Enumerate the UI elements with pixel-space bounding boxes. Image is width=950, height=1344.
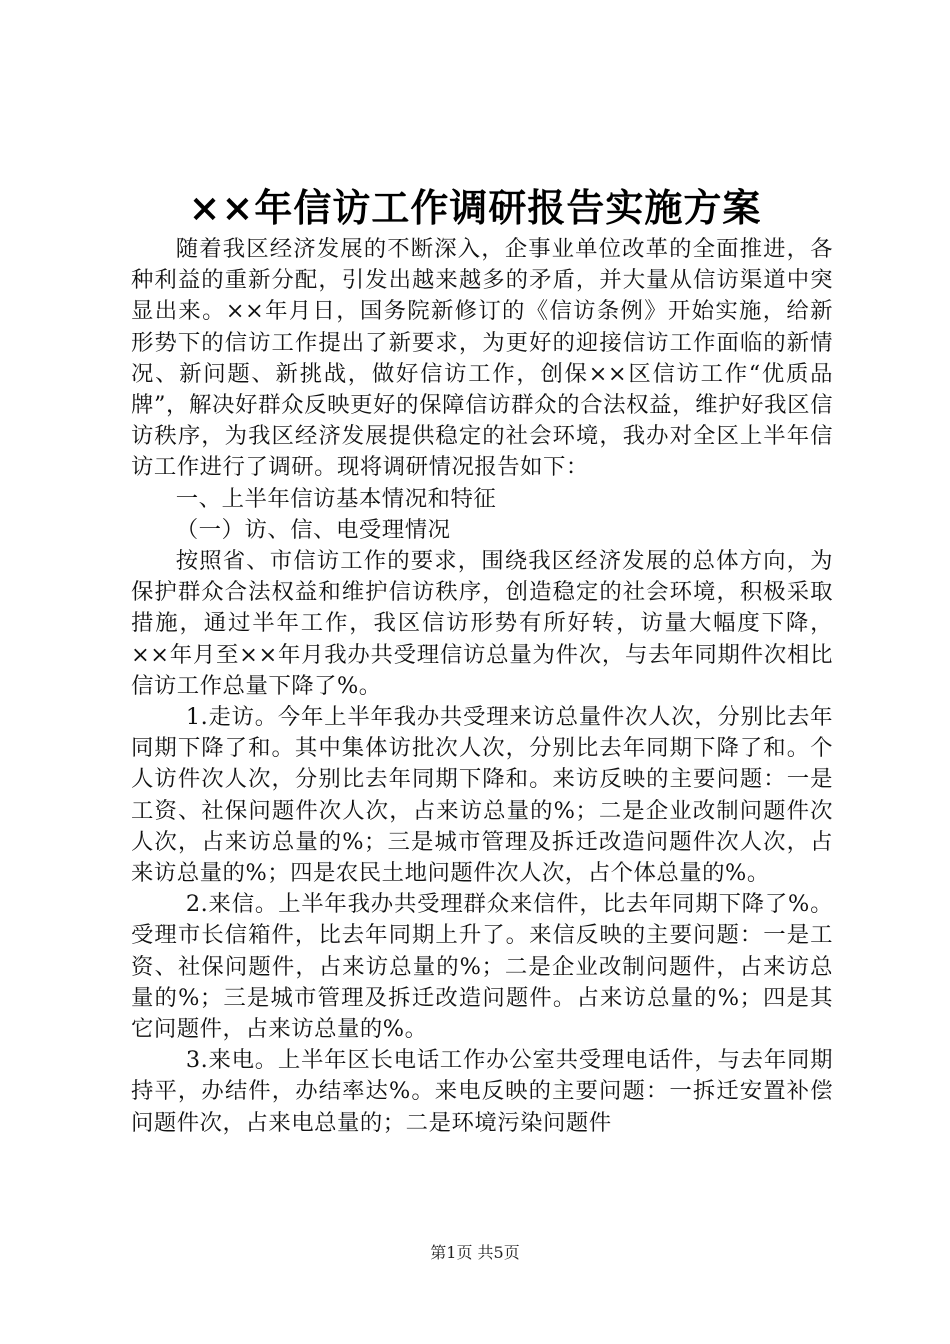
section-heading: 一、上半年信访基本情况和特征 bbox=[175, 485, 497, 512]
subsection-heading: （一）访、信、电受理情况 bbox=[175, 516, 451, 543]
paragraph-overview: 按照省、市信访工作的要求，围绕我区经济发展的总体方向，为保护群众合法权益和维护信访秩序，创造稳定的社会环境，积极采取措施，通过半年工作，我区信访形势有所好转，访量大幅度下降，××年月至××年月我办共受理信访总量为件次，与去年同期件次相比信访工作总量下降了%。 bbox=[131, 548, 833, 699]
paragraph-intro: 随着我区经济发展的不断深入，企事业单位改革的全面推进，各种利益的重新分配，引发出越来越多的矛盾，并大量从信访渠道中突显出来。××年月日，国务院新修订的《信访条例》开始实施，给新形势下的信访工作提出了新要求，为更好的迎接信访工作面临的新情况、新问题、新挑战，做好信访工作，创保××区信访工作“优质品牌”，解决好群众反映更好的保障信访群众的合法权益，维护好我区信访秩序，为我区经济发展提供稳定的社会环境，我办对全区上半年信访工作进行了调研。现将调研情况报告如下： bbox=[131, 236, 833, 481]
paragraph-letters: 2.来信。上半年我办共受理群众来信件，比去年同期下降了%。受理市长信箱件，比去年同期上升了。来信反映的主要问题：一是工资、社保问题件，占来访总量的%；二是企业改制问题件，占来访总量的%；三是城市管理及拆迁改造问题件。占来访总量的%；四是其它问题件，占来访总量的%。 bbox=[131, 891, 833, 1043]
paragraph-calls: 3.来电。上半年区长电话工作办公室共受理电话件，与去年同期持平，办结件，办结率达%。来电反映的主要问题：一拆迁安置补偿问题件次，占来电总量的；二是环境污染问题件 bbox=[131, 1047, 833, 1136]
document-title: ××年信访工作调研报告实施方案 bbox=[188, 185, 762, 230]
page-footer: 第1页 共5页 bbox=[430, 1243, 520, 1262]
paragraph-visits: 1.走访。今年上半年我办共受理来访总量件次人次，分别比去年同期下降了和。其中集体访批次人次，分别比去年同期下降了和。个人访件次人次，分别比去年同期下降和。来访反映的主要问题：一是工资、社保问题件次人次，占来访总量的%；二是企业改制问题件次人次，占来访总量的%；三是城市管理及拆迁改造问题件次人次，占来访总量的%；四是农民土地问题件次人次，占个体总量的%。 bbox=[131, 704, 833, 887]
document-body bbox=[131, 234, 833, 1139]
